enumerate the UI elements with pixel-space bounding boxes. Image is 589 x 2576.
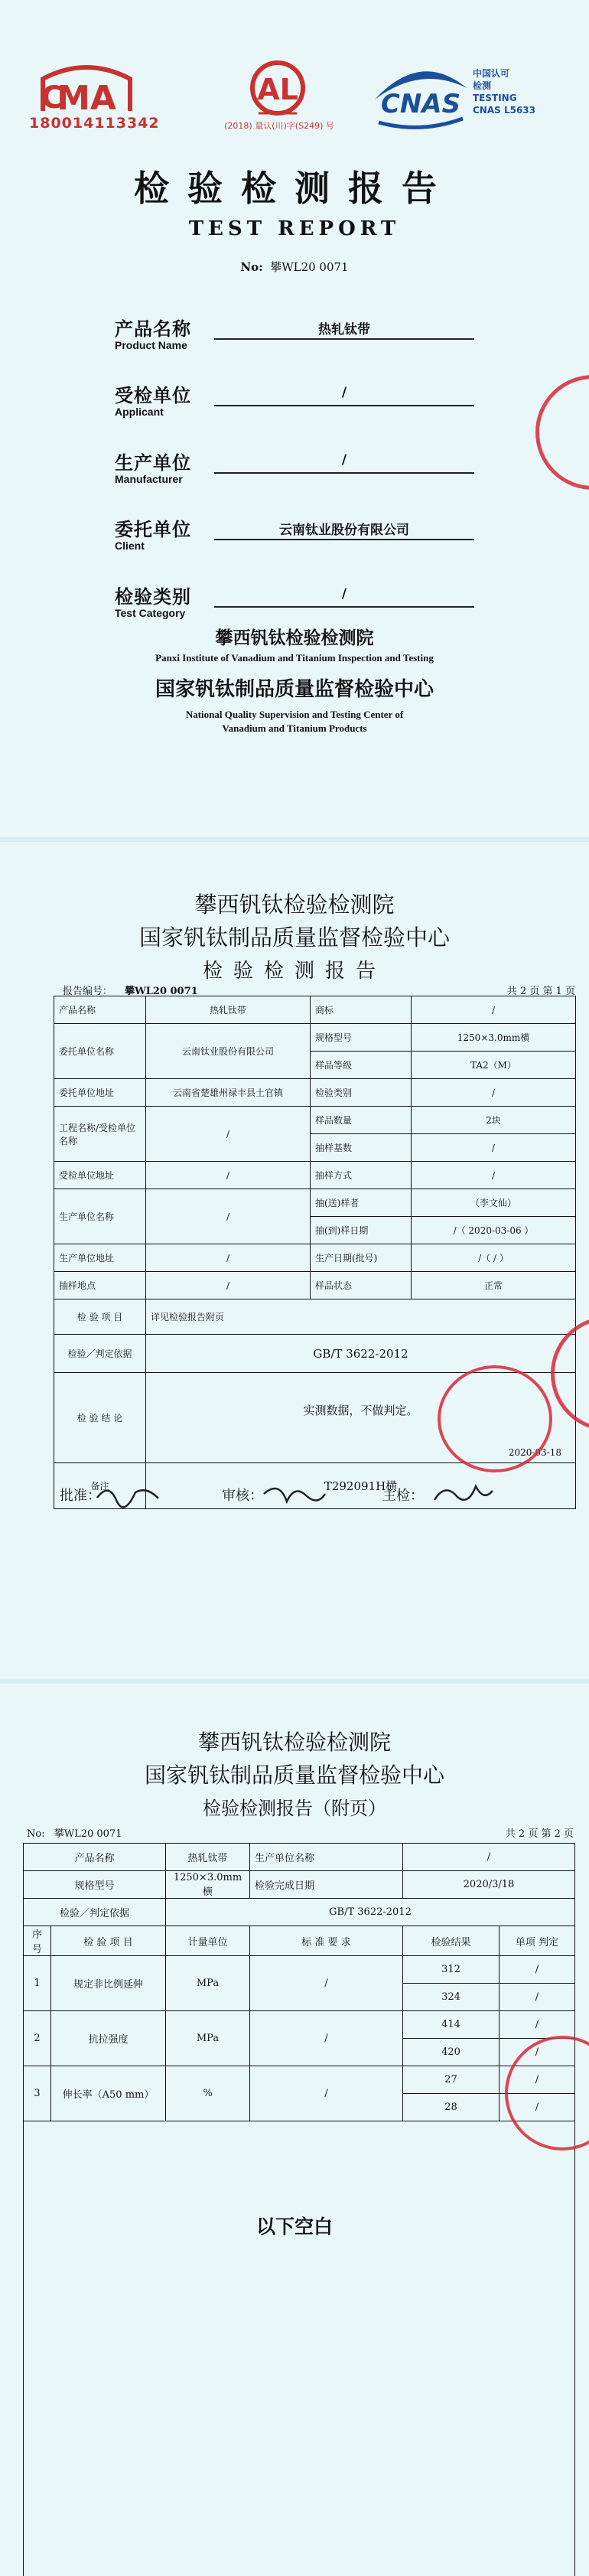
table-cell: 3 [24, 2066, 51, 2121]
table-cell: 热轧钛带 [166, 1844, 250, 1871]
table-cell: GB/T 3622-2012 [166, 1899, 575, 1926]
table-row [54, 1189, 576, 1217]
table-cell: TA2（M） [412, 1052, 576, 1079]
table-cell: 备注 [54, 1463, 146, 1509]
cover-page [0, 0, 589, 842]
cnas-line: 中国认可 [473, 68, 510, 79]
table-cell: MPa [166, 1956, 250, 2011]
table-cell: 样品状态 [311, 1272, 412, 1299]
table-cell: 产品名称 [24, 1844, 166, 1871]
table-header-row [24, 1926, 575, 1956]
table-cell: 受检单位地址 [54, 1162, 146, 1189]
table-row [54, 1272, 576, 1299]
table-row [54, 1162, 576, 1189]
table-cell: / [412, 1079, 576, 1107]
field-label-cn: 产品名称 [115, 318, 191, 340]
field-underline [214, 405, 474, 406]
table-row [24, 2066, 575, 2094]
table-cell: 28 [403, 2094, 500, 2121]
signature-main-icon [428, 1479, 497, 1509]
field-label-en: Product Name [115, 339, 187, 351]
table-cell: / [146, 1189, 311, 1244]
table-cell: 抽(到)样日期 [311, 1217, 412, 1244]
table-row [24, 2011, 575, 2039]
table-cell: / [403, 1844, 575, 1871]
table-cell: MPa [166, 2011, 250, 2066]
field-label-en: Test Category [115, 607, 186, 619]
field-value: / [341, 385, 347, 400]
table-cell: / [250, 2011, 403, 2066]
svg-text:MA: MA [57, 79, 116, 118]
table-cell: / [250, 1956, 403, 2011]
table-row [54, 996, 576, 1024]
signature-review-icon [260, 1479, 329, 1509]
conclusion-cell [146, 1373, 576, 1463]
field-label-cn: 委托单位 [115, 518, 191, 540]
table-cell: 2020/3/18 [403, 1871, 575, 1899]
table-row [24, 1871, 575, 1899]
table-cell: 生产单位地址 [54, 1244, 146, 1272]
table-cell: 生产单位名称 [54, 1189, 146, 1244]
column-header: 序号 [24, 1926, 51, 1956]
report-title-cn: 检验检测报告 [134, 168, 455, 209]
blank-below-text: 以下空白 [255, 2216, 333, 2238]
table-cell: 检 验 项 目 [54, 1299, 146, 1335]
table-cell: 云南省楚雄州禄丰县土官镇 [146, 1079, 311, 1107]
table-cell: 工程名称/受检单位名称 [54, 1107, 146, 1162]
cma-number: 180014113342 [29, 115, 160, 132]
table-cell: 生产日期(批号) [311, 1244, 412, 1272]
table-row [54, 1107, 576, 1134]
table-cell: 2 [24, 2011, 51, 2066]
table-cell: 抽样地点 [54, 1272, 146, 1299]
cnas-line: CNAS L5633 [473, 105, 536, 116]
table-cell: 检验／判定依据 [24, 1899, 166, 1926]
table-row [54, 1373, 576, 1463]
center-name-en-line: National Quality Supervision and Testing Center of [185, 709, 404, 720]
field-value: / [341, 586, 347, 602]
table-cell: 产品名称 [54, 996, 146, 1024]
page-info: 共 2 页 第 2 页 [505, 1828, 574, 1840]
table-cell: 1 [24, 1956, 51, 2011]
table-cell: 委托单位地址 [54, 1079, 146, 1107]
approve-label: 批准： [60, 1488, 101, 1504]
svg-text:AL: AL [257, 73, 298, 106]
table-cell: 抽样方式 [311, 1162, 412, 1189]
table-cell: / [412, 1162, 576, 1189]
cnas-logo-icon [367, 57, 574, 138]
column-header: 标 准 要 求 [250, 1926, 403, 1956]
table-cell: / [146, 1272, 311, 1299]
field-underline [214, 606, 474, 608]
table-cell: 规格型号 [24, 1871, 166, 1899]
cnas-line: 检测 [473, 80, 492, 91]
field-underline [214, 539, 474, 540]
table-cell: 规定非比例延伸 [51, 1956, 166, 2011]
table-cell: / [500, 2094, 575, 2121]
table-cell: 2块 [412, 1107, 576, 1134]
results-table [23, 1843, 575, 2121]
table-cell: / [412, 1134, 576, 1162]
conclusion-text: 实测数据，不做判定。 [303, 1404, 418, 1417]
report-number-label: 报告编号： [63, 986, 113, 997]
table-row [54, 1299, 576, 1335]
report-info-table [54, 996, 576, 1509]
review-label: 审核： [222, 1488, 263, 1504]
table-cell: 样品数量 [311, 1107, 412, 1134]
report-number-value: 攀WL20 0071 [270, 260, 349, 274]
column-header: 检 验 项 目 [51, 1926, 166, 1956]
table-cell: / [146, 1244, 311, 1272]
report-number-label: No: [27, 1828, 45, 1840]
seal-stamp-icon [438, 1365, 552, 1472]
center-header: 国家钒钛制品质量监督检验中心 [144, 1762, 444, 1788]
table-cell: 委托单位名称 [54, 1024, 146, 1079]
field-label-en: Manufacturer [115, 473, 183, 485]
field-label-en: Applicant [115, 406, 164, 418]
table-cell: / [500, 2039, 575, 2066]
svg-text:C: C [41, 80, 63, 116]
institute-header: 攀西钒钛检验检测院 [194, 892, 395, 918]
table-cell: 1250×3.0mm横 [166, 1871, 250, 1899]
table-row [54, 1024, 576, 1052]
table-row [24, 1899, 575, 1926]
report-title-en: TEST REPORT [188, 217, 401, 240]
report-number-value: 攀WL20 0071 [125, 986, 198, 997]
field-underline [214, 338, 474, 340]
table-cell: 抽(送)样者 [311, 1189, 412, 1217]
institute-header: 攀西钒钛检验检测院 [197, 1730, 391, 1755]
table-cell: GB/T 3622-2012 [146, 1335, 576, 1373]
column-header: 单项 判定 [500, 1926, 575, 1956]
field-value: 云南钛业股份有限公司 [279, 523, 409, 538]
table-cell: 检验／判定依据 [54, 1335, 146, 1373]
table-cell: 312 [403, 1956, 500, 1984]
table-row [54, 1244, 576, 1272]
table-cell: 商标 [311, 996, 412, 1024]
report-number [0, 259, 589, 275]
table-cell: 伸长率（A50 mm） [51, 2066, 166, 2121]
field-value: / [341, 452, 347, 468]
report-number-value: 攀WL20 0071 [54, 1828, 122, 1840]
table-cell: 检验完成日期 [250, 1871, 403, 1899]
table-cell: / [500, 1984, 575, 2011]
table-cell: （李文仙） [412, 1189, 576, 1217]
institute-name-cn: 攀西钒钛检验检测院 [215, 628, 374, 648]
report-heading: 检验检测报告 [202, 960, 386, 983]
center-header: 国家钒钛制品质量监督检验中心 [138, 924, 450, 951]
center-name-cn: 国家钒钛制品质量监督检验中心 [155, 678, 434, 701]
cnas-line: TESTING [473, 93, 517, 103]
field-value: 热轧钛带 [318, 322, 370, 337]
page-info: 共 2 页 第 1 页 [506, 986, 575, 997]
table-cell: 抽样基数 [311, 1134, 412, 1162]
table-row [54, 1079, 576, 1107]
field-label-cn: 检验类别 [115, 585, 191, 608]
report-page-1 [0, 842, 589, 1684]
table-cell: 正常 [412, 1272, 576, 1299]
report-meta [27, 1825, 574, 1840]
center-name-en [0, 708, 589, 735]
table-cell: 生产单位名称 [250, 1844, 403, 1871]
table-cell: 1250×3.0mm横 [412, 1024, 576, 1052]
table-cell: 检验类别 [311, 1079, 412, 1107]
report-number-label: No: [240, 260, 263, 274]
table-cell: / [146, 1107, 311, 1162]
report-page-2 [0, 1684, 589, 2576]
signature-approve-icon [93, 1479, 162, 1509]
institute-name-en: Panxi Institute of Vanadium and Titanium Inspection and Testing [155, 652, 434, 664]
table-cell: 云南钛业股份有限公司 [146, 1024, 311, 1079]
column-header: 检验结果 [403, 1926, 500, 1956]
table-row [24, 1956, 575, 1984]
center-name-en-line: Vanadium and Titanium Products [222, 722, 367, 734]
report-heading: 检验检测报告（附页） [203, 1798, 386, 1819]
svg-text:CNAS: CNAS [380, 89, 461, 119]
table-cell: 检 验 结 论 [54, 1373, 146, 1463]
table-cell: 420 [403, 2039, 500, 2066]
table-cell: 324 [403, 1984, 500, 2011]
field-label-en: Client [115, 540, 145, 552]
seal-stamp-icon [535, 375, 589, 490]
table-cell: 样品等级 [311, 1052, 412, 1079]
table-cell: / [250, 2066, 403, 2121]
table-cell: 详见检验报告附页 [146, 1299, 576, 1335]
cnas-text [473, 67, 535, 116]
cal-number: (2018) 量认(川)字(S249) 号 [224, 121, 334, 131]
table-row [24, 1844, 575, 1871]
main-inspector-label: 主检： [382, 1488, 424, 1504]
table-cell: 抗拉强度 [51, 2011, 166, 2066]
table-cell: 414 [403, 2011, 500, 2039]
table-cell: /（ / ） [412, 1244, 576, 1272]
field-underline [214, 472, 474, 474]
table-cell: 27 [403, 2066, 500, 2094]
table-cell: % [166, 2066, 250, 2121]
field-label-cn: 受检单位 [115, 384, 191, 406]
table-cell: / [500, 1956, 575, 1984]
table-cell: / [412, 996, 576, 1024]
field-label-cn: 生产单位 [115, 452, 191, 474]
table-cell: T292091H横 [146, 1463, 576, 1509]
table-cell: 热轧钛带 [146, 996, 311, 1024]
table-cell: / [500, 2011, 575, 2039]
table-cell: / [146, 1162, 311, 1189]
table-cell: /（ 2020-03-06 ） [412, 1217, 576, 1244]
conclusion-date: 2020-03-18 [508, 1447, 561, 1458]
column-header: 计量单位 [166, 1926, 250, 1956]
table-cell: / [500, 2066, 575, 2094]
table-cell: 规格型号 [311, 1024, 412, 1052]
